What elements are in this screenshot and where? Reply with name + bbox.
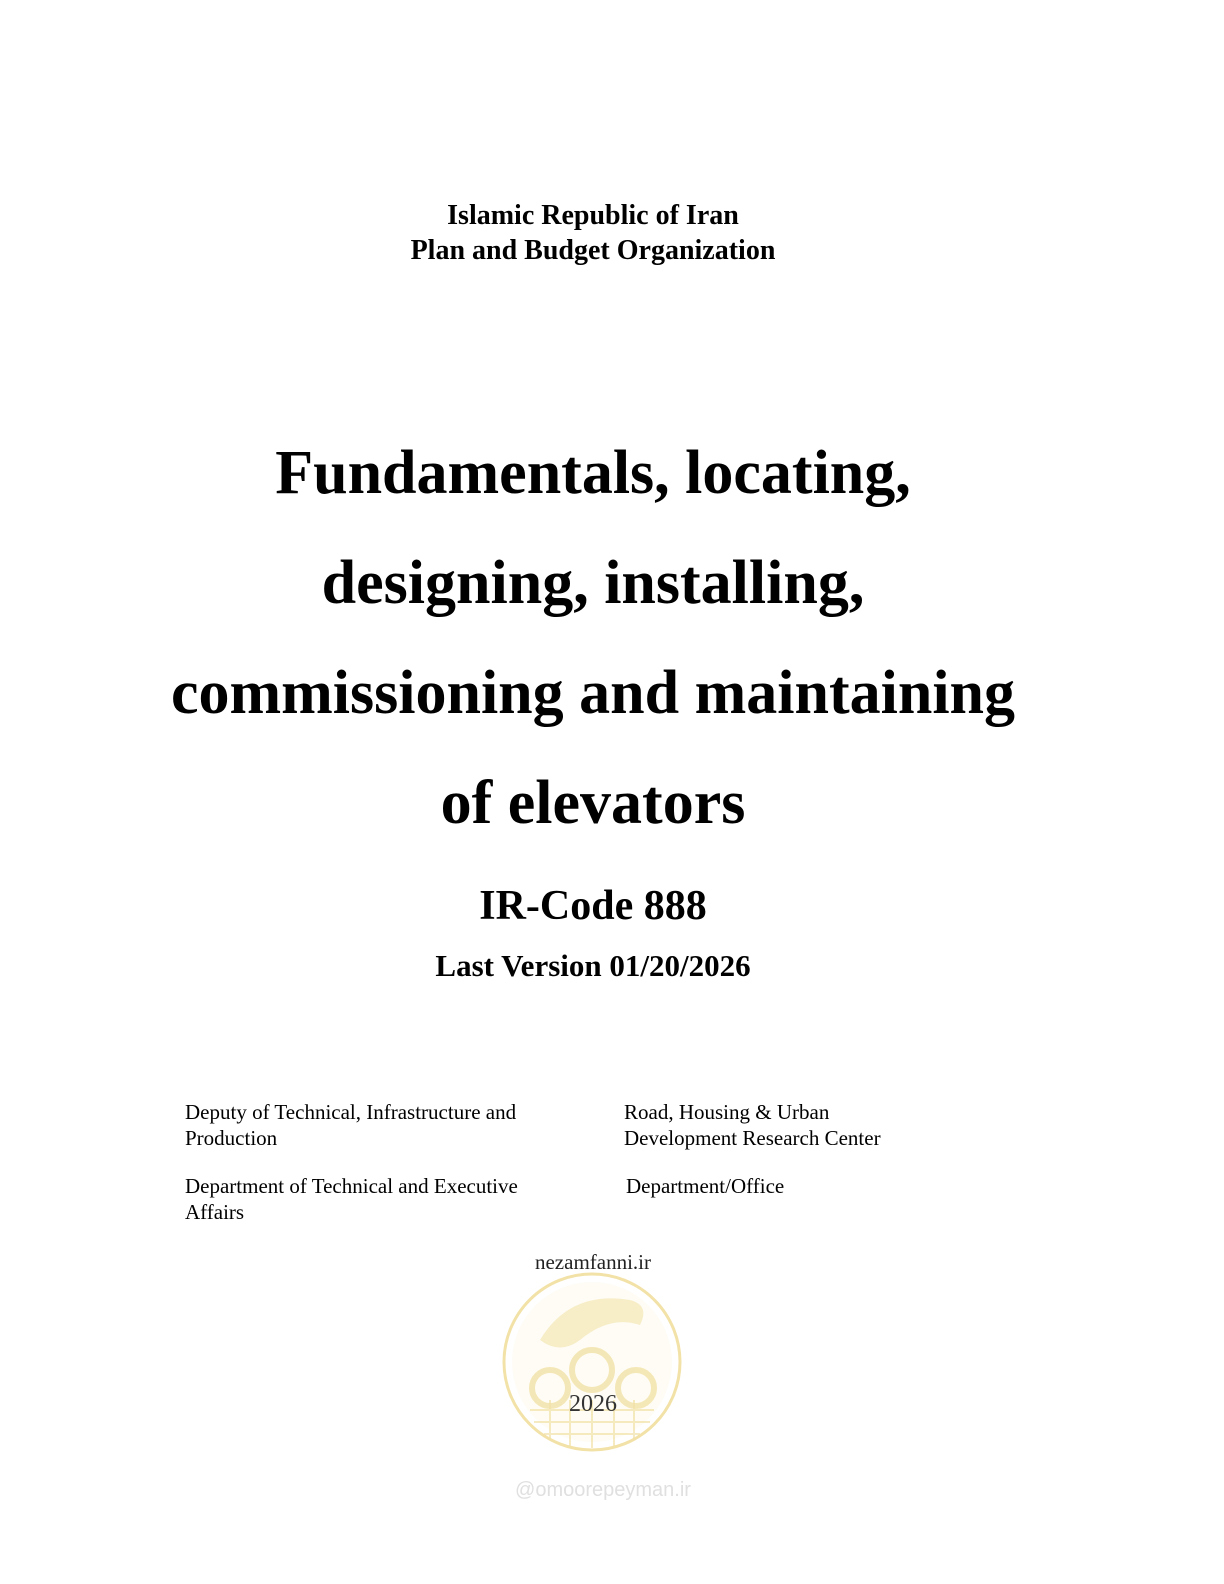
title-line-3: commissioning and maintaining (170, 659, 1016, 727)
org-deputy (185, 1099, 585, 1151)
title-line-2: designing, installing, (321, 549, 865, 617)
org-department-line-2: Affairs (185, 1200, 245, 1224)
code-number: IR-Code 888 (479, 883, 707, 929)
website-url: nezamfanni.ir (534, 1250, 652, 1274)
watermark-seal-icon (500, 1270, 684, 1454)
org-research-center (624, 1099, 1024, 1151)
document-header (0, 198, 1186, 268)
watermark-site: @omoorepeyman.ir (515, 1479, 691, 1501)
organization-name: Plan and Budget Organization (410, 235, 776, 266)
country-name: Islamic Republic of Iran (447, 200, 739, 231)
org-deputy-line-2: Production (185, 1126, 278, 1150)
org-department-line-1: Department of Technical and Executive (185, 1174, 518, 1198)
org-research-center-line-2: Development Research Center (624, 1126, 881, 1150)
title-line-4: of elevators (440, 769, 746, 837)
document-title (0, 418, 1186, 858)
version-date: Last Version 01/20/2026 (435, 948, 751, 983)
org-department (185, 1173, 585, 1225)
org-research-center-line-1: Road, Housing & Urban (624, 1100, 830, 1124)
org-office-line-1: Department/Office (626, 1174, 785, 1198)
org-office (626, 1173, 1026, 1199)
publication-year: 2026 (569, 1391, 617, 1417)
org-deputy-line-1: Deputy of Technical, Infrastructure and (185, 1100, 517, 1124)
title-line-1: Fundamentals, locating, (275, 439, 911, 507)
